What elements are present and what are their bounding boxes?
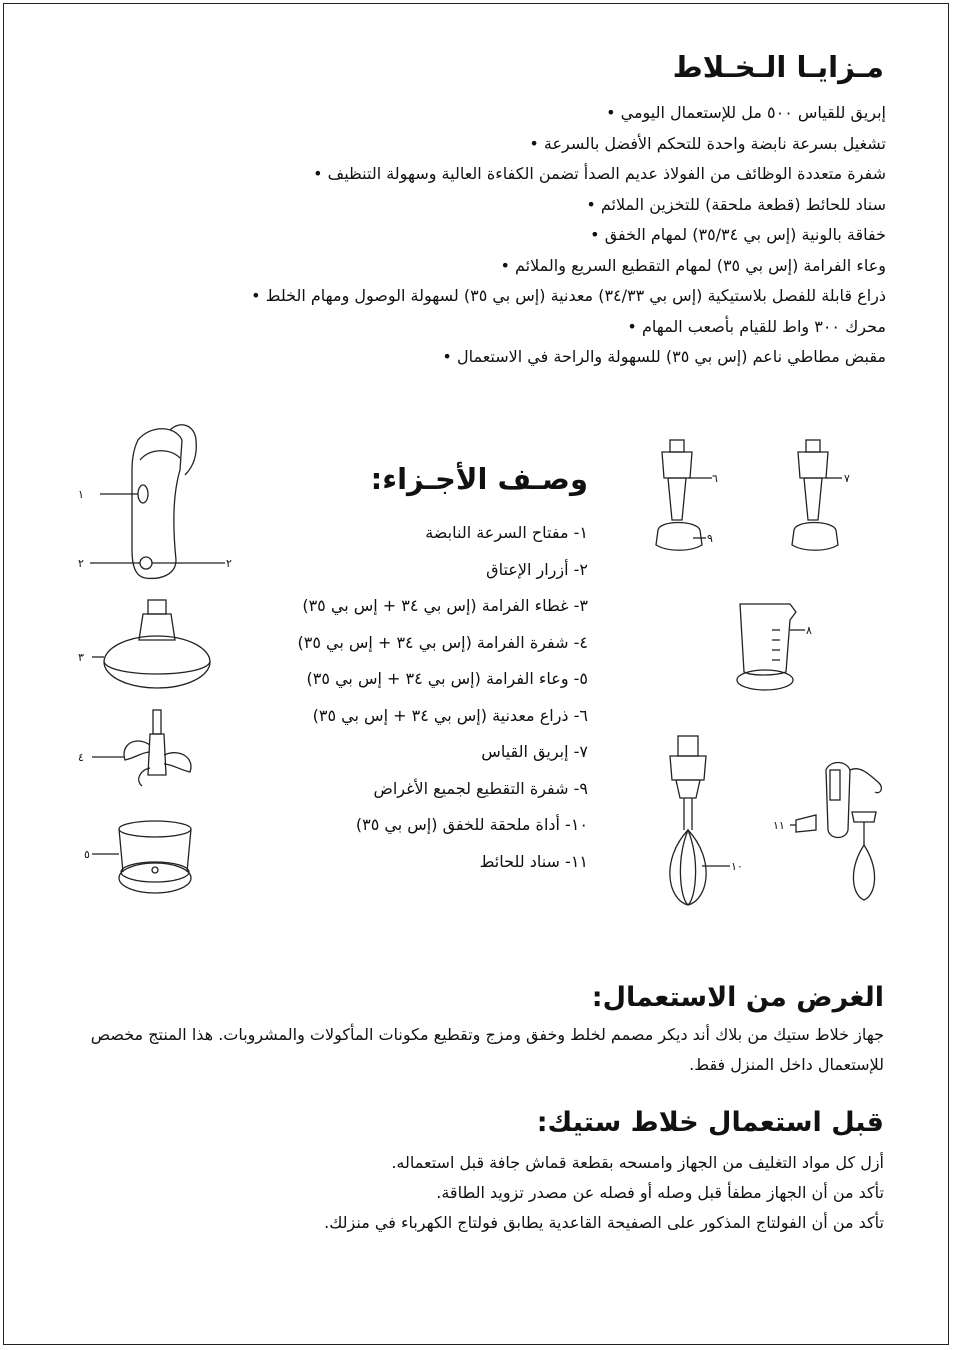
label-7: ٧ — [844, 472, 850, 485]
purpose-title: الغرض من الاستعمال: — [591, 982, 884, 1013]
measuring-beaker-drawing — [737, 604, 805, 690]
part-item: ٧- إبريق القياس — [481, 742, 588, 761]
label-3: ٣ — [78, 651, 84, 664]
part-item: ٥- وعاء الفرامة (إس بي ٣٤ + إس بي ٣٥) — [306, 669, 588, 688]
feature-item: سناد للحائط (قطعة ملحقة) للتخزين الملائم • — [126, 190, 886, 221]
wall-bracket-drawing — [790, 763, 881, 901]
label-2-right: ٢ — [226, 557, 232, 570]
feature-item: إبريق للقياس ٥٠٠ مل للإستعمال اليومي • — [126, 98, 886, 129]
whisk-attachment-drawing — [670, 736, 730, 905]
label-4: ٤ — [78, 751, 84, 764]
feature-item: تشغيل بسرعة نابضة واحدة للتحكم الأفضل بالسرعة • — [126, 129, 886, 160]
features-title: مـزايـا الـخـلاط — [672, 50, 884, 84]
label-11: ١١ — [773, 819, 785, 832]
label-5: ٥ — [84, 848, 90, 861]
chopper-bowl-drawing — [92, 821, 191, 893]
label-1: ١ — [78, 488, 84, 501]
label-2-left: ٢ — [78, 557, 84, 570]
before-use-item: أزل كل مواد التغليف من الجهاز وامسحه بقطعة قماش جافة قبل استعماله. — [391, 1153, 884, 1172]
before-use-item: تأكد من أن الفولتاج المذكور على الصفيحة القاعدية يطابق فولتاج الكهرباء في منزلك. — [324, 1213, 884, 1232]
parts-title: وصـف الأجـزاء: — [370, 462, 588, 496]
part-item: ١١- سناد للحائط — [479, 851, 588, 871]
before-use-title: قبل استعمال خلاط ستيك: — [536, 1107, 884, 1138]
part-item: ١٠- أداة ملحقة للخفق (إس بي ٣٥) — [355, 815, 588, 834]
feature-item: مقبض مطاطي ناعم (إس بي ٣٥) للسهولة والراحة في الاستعمال • — [126, 342, 886, 373]
before-use-list — [64, 1148, 884, 1238]
label-6: ٦ — [712, 472, 718, 485]
purpose-body: جهاز خلاط ستيك من بلاك أند ديكر مصمم لخلط وخفق ومزج وتقطيع مكونات المأكولات والمشروبات. هذا المنتج مخصص للإستعمال داخل المنزل فقط. — [90, 1025, 884, 1074]
feature-item: وعاء الفرامة (إس بي ٣٥) لمهام التقطيع السريع والملائم • — [126, 251, 886, 282]
feature-item: شفرة متعددة الوظائف من الفولاذ عديم الصدأ تضمن الكفاءة العالية وسهولة التنظيف • — [126, 159, 886, 190]
label-9: ٩ — [707, 532, 713, 545]
before-use-item: تأكد من أن الجهاز مطفأ قبل وصله أو فصله عن مصدر تزويد الطاقة. — [436, 1183, 884, 1202]
blending-shaft-6-drawing — [656, 440, 712, 550]
part-item: ٤- شفرة الفرامة (إس بي ٣٤ + إس بي ٣٥) — [297, 632, 588, 652]
part-item: ٢- أزرار الإعتاق — [486, 559, 588, 579]
part-item: ٣- غطاء الفرامة (إس بي ٣٤ + إس بي ٣٥) — [302, 596, 588, 615]
blending-shaft-7-drawing — [792, 440, 842, 550]
part-item: ١- مفتاح السرعة النابضة — [425, 523, 588, 542]
feature-item: محرك ٣٠٠ واط للقيام بأصعب المهام • — [126, 312, 886, 343]
part-item: ٦- ذراع معدنية (إس بي ٣٤ + إس بي ٣٥) — [312, 705, 588, 725]
label-10: ١٠ — [731, 860, 743, 873]
part-item: ٩- شفرة التقطيع لجميع الأغراض — [373, 778, 588, 798]
label-8: ٨ — [806, 624, 812, 637]
feature-item: ذراع قابلة للفصل بلاستيكية (إس بي ٣٤/٣٣) معدنية (إس بي ٣٥) لسهولة الوصول ومهام الخلط • — [126, 281, 886, 312]
chopper-blade-drawing — [92, 710, 191, 786]
chopper-lid-drawing — [92, 600, 210, 688]
feature-item: خفاقة بالونية (إس بي ٣٥/٣٤) لمهام الخفق • — [126, 220, 886, 251]
motor-unit-drawing — [90, 425, 225, 579]
